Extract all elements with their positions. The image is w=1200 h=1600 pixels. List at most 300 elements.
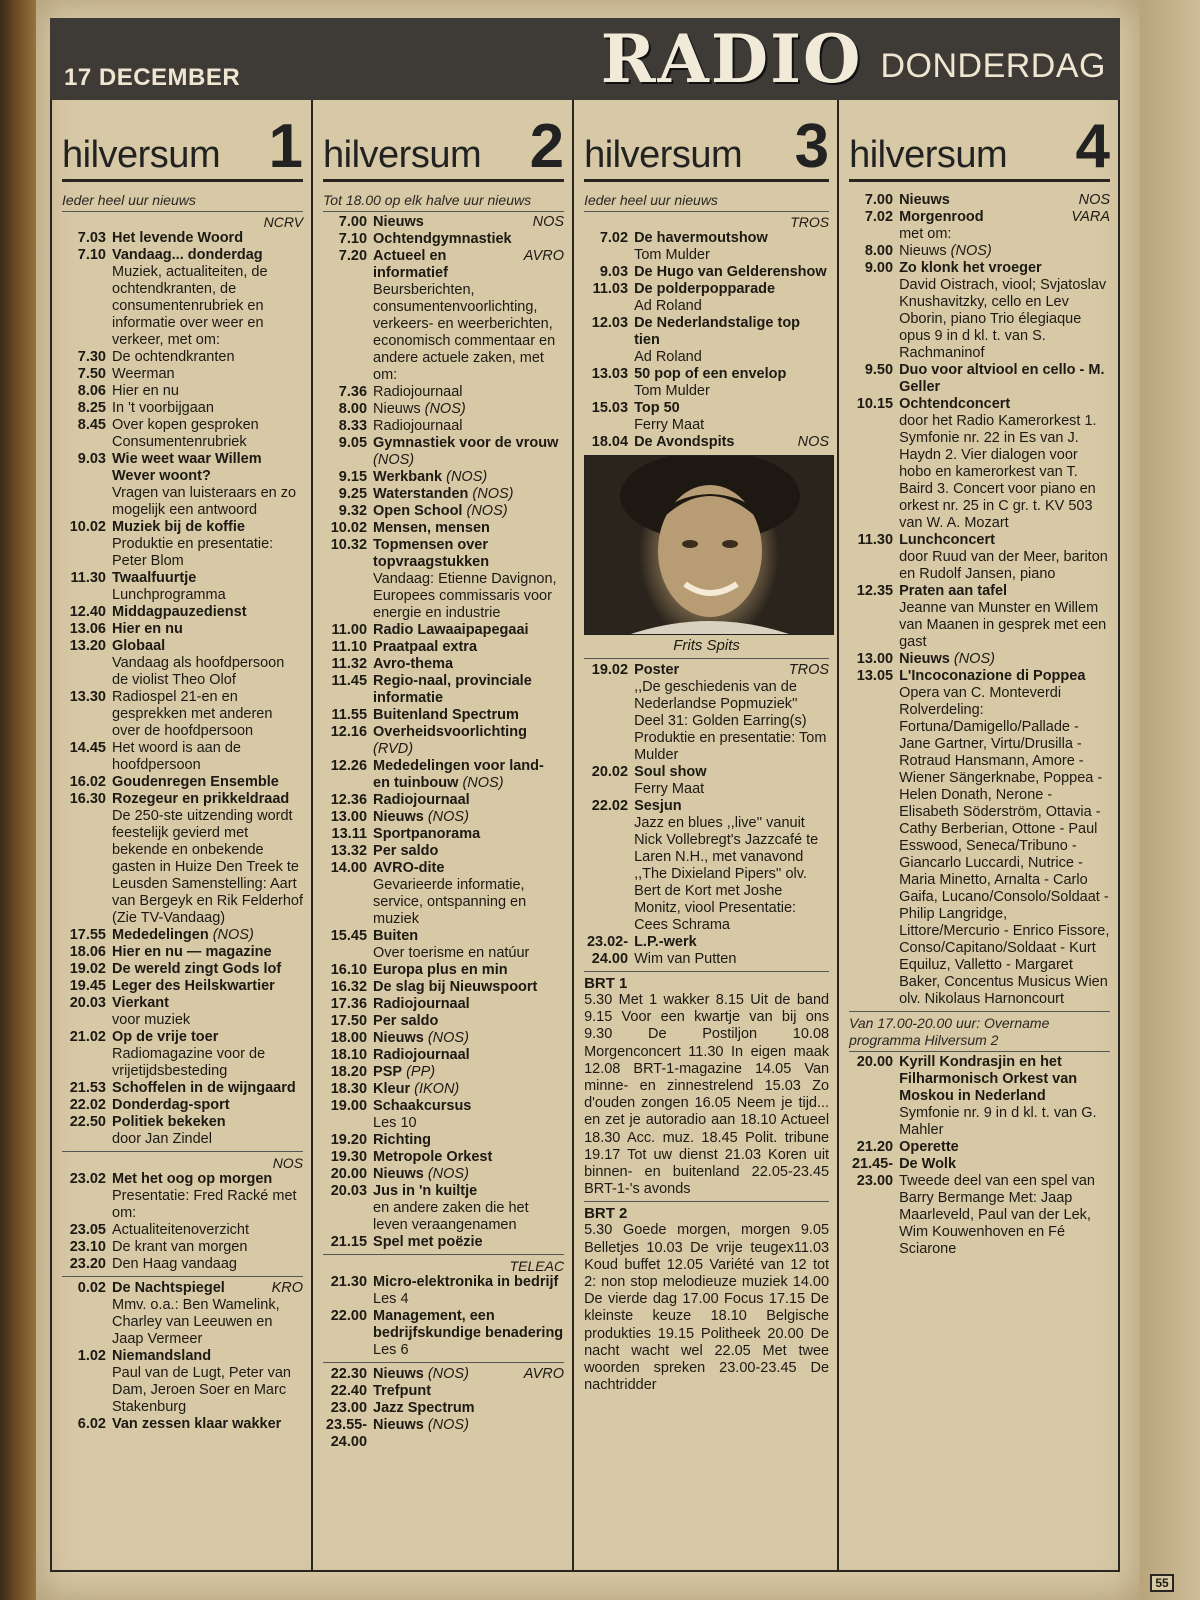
program-time: 7.10	[77, 247, 106, 263]
program-description: Gevarieerde informatie, service, ontspanning en muziek	[373, 877, 527, 927]
program-time: 13.05	[856, 668, 894, 684]
program-title: Globaal	[112, 638, 166, 654]
program-entry	[323, 1166, 564, 1183]
header-day: DONDERDAG	[880, 47, 1106, 85]
program-time: 15.03	[591, 400, 629, 416]
news-note: Tot 18.00 op elk halve uur nieuws	[323, 192, 564, 212]
program-time: 9.32	[338, 503, 368, 519]
program-title: Radiospel 21-en en gesprekken met anderen over de hoofdpersoon	[112, 689, 273, 739]
program-body	[112, 519, 303, 570]
program-body	[112, 383, 303, 400]
program-entry	[323, 1047, 564, 1064]
broadcaster-label: NOS	[797, 434, 830, 450]
program-entry	[849, 1054, 1110, 1139]
program-time: 19.02	[591, 662, 629, 678]
program-body	[373, 418, 564, 435]
program-description: ,,De geschiedenis van de Nederlandse Popmuziek'' Deel 31: Golden Earring(s) Produktie en presentatie: Tom Mulder	[634, 679, 827, 763]
program-description: Les 10	[373, 1115, 417, 1131]
program-time: 11.45	[331, 673, 368, 689]
program-body	[373, 1013, 564, 1030]
program-title: Ochtendgymnastiek	[373, 231, 512, 247]
program-title: Actueel en informatief	[373, 248, 448, 281]
program-time: 17.36	[330, 996, 368, 1012]
program-time: 8.45	[77, 417, 106, 433]
program-body	[899, 1156, 1110, 1258]
program-description: door Jan Zindel	[112, 1131, 212, 1147]
program-entry	[62, 1280, 303, 1348]
program-title: De havermoutshow	[634, 230, 768, 246]
program-title: Per saldo	[373, 1013, 439, 1029]
program-description: Radiomagazine voor de vrijetijdsbesteding	[112, 1046, 266, 1079]
program-title: Management, een bedrijfskundige benadering	[373, 1308, 564, 1341]
program-body	[373, 435, 564, 469]
program-entry	[323, 418, 564, 435]
program-body	[373, 469, 564, 486]
program-description: Paul van de Lugt, Peter van Dam, Jeroen Soer en Marc Stakenburg	[112, 1365, 291, 1415]
program-time: 20.02	[591, 764, 629, 780]
program-entry	[323, 979, 564, 996]
program-entry	[323, 503, 564, 520]
program-description: David Oistrach, viool; Svjatoslav Knushavitzky, cello en Lev Oborin, piano Trio élegiaque opus 9 in d kl. t. van S. Rachmaninof	[899, 277, 1107, 361]
program-time: 13.03	[591, 366, 629, 382]
program-body	[899, 532, 1110, 583]
program-body	[634, 366, 829, 400]
broadcaster-label: NOS	[272, 1155, 304, 1171]
program-title: Hier en nu	[112, 621, 183, 637]
column-hilversum-3	[574, 100, 839, 1570]
program-time: 22.00	[330, 1308, 368, 1324]
program-time: 19.30	[330, 1149, 368, 1165]
program-entry	[323, 486, 564, 503]
program-title: Nieuws	[373, 1166, 424, 1182]
program-title: Kleur	[373, 1081, 411, 1097]
program-description: Beursberichten, consumentenvoorlichting, verkeers- en weerberichten, economisch commentaar en andere actuele zaken, met om:	[373, 282, 556, 383]
program-entry	[849, 1139, 1110, 1156]
program-title: Radiojournaal	[373, 418, 463, 434]
program-entry	[62, 383, 303, 400]
program-time: 14.45	[69, 740, 106, 756]
program-title: In 't voorbijgaan	[112, 400, 214, 416]
program-time: 19.20	[330, 1132, 368, 1148]
program-entry	[62, 604, 303, 621]
program-entry	[62, 366, 303, 383]
program-time: 7.00	[864, 192, 894, 208]
program-body	[112, 1348, 303, 1416]
station-header	[584, 114, 829, 182]
station-number: 3	[794, 112, 830, 181]
program-entry	[62, 1114, 303, 1148]
program-entry	[323, 231, 564, 248]
program-title: Buitenland Spectrum	[373, 707, 519, 723]
program-entry	[584, 264, 829, 281]
program-title: De ochtendkranten	[112, 349, 235, 365]
program-entry	[584, 315, 829, 366]
program-body	[373, 962, 564, 979]
program-body	[112, 774, 303, 791]
program-body	[373, 639, 564, 656]
program-body	[373, 1308, 564, 1359]
program-body	[634, 281, 829, 315]
program-entry	[62, 1097, 303, 1114]
broadcaster-label: VARA	[1071, 209, 1111, 225]
program-entry	[62, 1239, 303, 1256]
program-title: Sportpanorama	[373, 826, 481, 842]
program-entry	[323, 1132, 564, 1149]
program-time: 23.05	[69, 1222, 106, 1238]
divider	[323, 1362, 564, 1363]
program-body	[373, 248, 564, 384]
program-entry	[62, 417, 303, 451]
program-time: 11.30	[70, 570, 106, 586]
broadcaster-tag: (NOS)	[212, 927, 254, 943]
program-title: Muziek bij de koffie	[112, 519, 245, 535]
program-body	[373, 826, 564, 843]
program-time: 23.02	[69, 1171, 106, 1187]
program-time: 16.30	[69, 791, 106, 807]
program-body	[112, 1239, 303, 1256]
program-body	[373, 503, 564, 520]
program-time: 23.10	[69, 1239, 106, 1255]
broadcaster-tag: (PP)	[406, 1064, 436, 1080]
program-body	[634, 934, 829, 968]
program-title: Micro-elektronika in bedrijf	[373, 1274, 559, 1290]
station-name: hilversum	[323, 134, 482, 176]
program-time: 7.10	[338, 231, 368, 247]
program-body	[373, 231, 564, 248]
broadcaster-label: NCRV	[263, 214, 304, 230]
program-entry	[62, 400, 303, 417]
station-header	[62, 114, 303, 182]
program-entry	[62, 349, 303, 366]
program-title: Nieuws	[899, 651, 950, 667]
program-body	[373, 996, 564, 1013]
header-date: 17 DECEMBER	[64, 64, 241, 91]
program-title: Radiojournaal	[373, 384, 463, 400]
program-time: 10.32	[330, 537, 368, 553]
presenter-photo	[584, 455, 834, 635]
program-time: 20.03	[69, 995, 106, 1011]
program-title: Soul show	[634, 764, 707, 780]
program-description: Tweede deel van een spel van Barry Bermange Met: Jaap Maarleveld, Paul van der Lek, Wim Kouwenhoven en Fé Sciarone	[899, 1173, 1095, 1257]
program-entry	[584, 281, 829, 315]
program-body	[373, 520, 564, 537]
program-entry	[323, 792, 564, 809]
program-title: Jazz Spectrum	[373, 1400, 475, 1416]
program-entry	[62, 519, 303, 570]
program-time: 21.45-23.00	[851, 1156, 894, 1189]
program-time: 8.33	[338, 418, 368, 434]
program-time: 9.03	[599, 264, 629, 280]
program-time: 21.20	[856, 1139, 894, 1155]
program-title: Jus in 'n kuiltje	[373, 1183, 478, 1199]
program-body	[373, 622, 564, 639]
program-title: Nieuws	[899, 243, 947, 259]
program-title: Overheidsvoorlichting	[373, 724, 527, 740]
program-title: Top 50	[634, 400, 680, 416]
program-title: Spel met poëzie	[373, 1234, 483, 1250]
program-title: Nieuws	[373, 214, 424, 230]
program-body	[634, 764, 829, 798]
program-time: 9.50	[864, 362, 894, 378]
station-header	[323, 114, 564, 182]
page-number: 55	[1150, 1574, 1174, 1592]
program-title: Praatpaal extra	[373, 639, 478, 655]
program-title: Politiek bekeken	[112, 1114, 226, 1130]
program-title: Mensen, mensen	[373, 520, 490, 536]
program-time: 9.25	[338, 486, 368, 502]
station-name: hilversum	[584, 134, 743, 176]
broadcaster-label: TROS	[788, 662, 830, 678]
program-title: Goudenregen Ensemble	[112, 774, 279, 790]
program-title: Het levende Woord	[112, 230, 244, 246]
program-body	[373, 1234, 564, 1251]
program-body	[373, 1030, 564, 1047]
program-entry	[323, 520, 564, 537]
program-time: 20.00	[330, 1166, 368, 1182]
program-time: 8.25	[77, 400, 106, 416]
program-title: Hier en nu	[112, 383, 179, 399]
program-entry	[323, 1081, 564, 1098]
program-description: Les 6	[373, 1342, 409, 1358]
program-description: De 250-ste uitzending wordt feestelijk gevierd met bekende en onbekende gasten in Huize Den Treek te Leusden Samenstelling: Aart van Bergeyk en Rik Felderhof (Zie TV-Vandaag)	[112, 808, 304, 926]
program-title: Richting	[373, 1132, 432, 1148]
program-title: Twaalfuurtje	[112, 570, 197, 586]
program-entry	[62, 689, 303, 740]
program-body	[112, 1097, 303, 1114]
program-title: De Nederlandstalige top tien	[634, 315, 801, 348]
divider	[62, 1276, 303, 1277]
broadcaster-tag: (NOS)	[472, 486, 514, 502]
broadcaster-label: NOS	[532, 214, 565, 230]
divider	[584, 1201, 829, 1202]
broadcaster-tag: (NOS)	[373, 452, 415, 468]
program-entry	[323, 1234, 564, 1251]
program-entry	[323, 384, 564, 401]
program-title: Radiojournaal	[373, 996, 470, 1012]
brt1-heading: BRT 1	[584, 975, 628, 992]
program-time: 9.05	[338, 435, 368, 451]
column-hilversum-1	[52, 100, 313, 1570]
program-time: 20.03	[330, 1183, 368, 1199]
program-title: De krant van morgen	[112, 1239, 248, 1255]
program-time: 12.03	[591, 315, 629, 331]
program-time: 7.02	[864, 209, 894, 225]
program-entry	[849, 532, 1110, 583]
broadcaster-tag: (NOS)	[462, 775, 504, 791]
program-description: Opera van C. Monteverdi Rolverdeling: Fortuna/Damigello/Pallade - Jane Gartner, Virtu/Drusilla - Rotraud Hansmann, Amore - Wiener Sängerknabe, Poppea - Helen Donath, Nerone - Elisabeth Söderström, Ottavia - Cathy Berberian, Ottone - Paul Esswood, Seneca/Tribuno - Giancarlo Luccardi, Nutrice - Maria Minetto, Arnalta - Carlo Gaifa, Lucano/Consolo/Soldaat - Philip Langridge, Littore/Mercurio - Enrico Fissore, Conso/Capitano/Soldaat - Kurt Equiluz, Valletto - Margaret Baker, Concentus Musicus Wien olv. Nikolaus Harnoncourt	[899, 685, 1110, 1007]
broadcaster-label: TELEAC	[509, 1258, 565, 1274]
program-body	[112, 400, 303, 417]
program-title: Trefpunt	[373, 1383, 432, 1399]
program-title: PSP	[373, 1064, 403, 1080]
program-title: De slag bij Nieuwspoort	[373, 979, 538, 995]
program-title: Nieuws	[373, 809, 424, 825]
program-body	[899, 209, 1110, 243]
program-entry	[323, 707, 564, 724]
program-title: De Nachtspiegel	[112, 1280, 225, 1296]
program-description: Presentatie: Fred Racké met om:	[112, 1188, 297, 1221]
broadcaster-tag: (NOS)	[953, 651, 995, 667]
program-title: Kyrill Kondrasjin en het Filharmonisch Orkest van Moskou in Nederland	[899, 1054, 1078, 1104]
broadcaster-tag: (NOS)	[950, 243, 992, 259]
program-body	[373, 1081, 564, 1098]
program-time: 20.00	[856, 1054, 894, 1070]
program-time: 7.50	[77, 366, 106, 382]
program-title: Ochtendconcert	[899, 396, 1011, 412]
broadcaster-label: AVRO	[523, 1366, 565, 1382]
program-time: 11.00	[331, 622, 368, 638]
program-body	[373, 1417, 564, 1451]
program-title: Mededelingen voor land- en tuinbouw	[373, 758, 544, 791]
program-title: Werkbank	[373, 469, 443, 485]
brt1-schedule: 5.30 Met 1 wakker 8.15 Uit de band 9.15 Voor een kwartje van bij ons 9.30 De Postiljon 10.08 Morgenconcert 11.30 In eigen maak 12.08 BRT-1-magazine 14.05 Van minne- en zinnestrelend 15.03 Zo d'ouden zongen 16.05 Neem je tijd... en zet je autoradio aan 18.10 Actueel 18.30 Acc. muz. 18.45 Polit. tribune 19.17 Tot uw dienst 21.03 Koren uit binnen- en buitenland 22.05-23.45 BRT-1-'s avonds	[584, 992, 830, 1198]
program-time: 22.40	[330, 1383, 368, 1399]
program-time: 11.30	[857, 532, 894, 548]
program-entry	[849, 192, 1110, 209]
program-entry	[62, 740, 303, 774]
program-title: Het woord is aan de hoofdpersoon	[112, 740, 241, 773]
program-body	[373, 1149, 564, 1166]
program-entry	[584, 366, 829, 400]
program-description: met om:	[899, 226, 952, 242]
program-entry	[323, 1064, 564, 1081]
program-body	[373, 1383, 564, 1400]
program-time: 22.50	[69, 1114, 106, 1130]
program-title: Hier en nu — magazine	[112, 944, 272, 960]
program-body	[112, 1114, 303, 1148]
program-body	[373, 673, 564, 707]
program-title: Met het oog op morgen	[112, 1171, 273, 1187]
program-body	[112, 366, 303, 383]
program-description: Jeanne van Munster en Willem van Maanen in gesprek met een gast	[899, 600, 1107, 650]
schedule-columns	[50, 100, 1120, 1572]
program-entry	[323, 537, 564, 622]
station-number: 4	[1075, 112, 1111, 181]
program-description: en andere zaken die het leven veraangenamen	[373, 1200, 529, 1233]
program-description: Ad Roland	[634, 298, 702, 314]
program-body	[112, 1080, 303, 1097]
program-body	[112, 995, 303, 1029]
program-title: Den Haag vandaag	[112, 1256, 237, 1272]
station-header	[849, 114, 1110, 182]
program-title: Nieuws	[373, 1030, 424, 1046]
program-entry	[584, 798, 829, 934]
program-description: Ferry Maat	[634, 417, 705, 433]
program-body	[112, 638, 303, 689]
program-body	[112, 1222, 303, 1239]
program-entry	[849, 583, 1110, 651]
program-time: 12.35	[856, 583, 894, 599]
program-entry	[584, 434, 829, 451]
program-title: Actualiteitenoverzicht	[112, 1222, 250, 1238]
program-time: 12.40	[69, 604, 106, 620]
program-description: Ferry Maat	[634, 781, 705, 797]
broadcaster-label: KRO	[271, 1280, 304, 1296]
program-body	[373, 1274, 564, 1308]
program-time: 17.55	[69, 927, 106, 943]
program-entry	[323, 1308, 564, 1359]
program-entry	[62, 961, 303, 978]
program-entry	[62, 247, 303, 349]
program-entry	[62, 1029, 303, 1080]
broadcaster-label: NOS	[1078, 192, 1111, 208]
program-entry	[323, 656, 564, 673]
program-title: De wereld zingt Gods lof	[112, 961, 282, 977]
broadcaster-tag: (NOS)	[427, 809, 469, 825]
program-body	[112, 247, 303, 349]
program-entry	[323, 1013, 564, 1030]
divider	[323, 1254, 564, 1255]
program-entry	[323, 724, 564, 758]
program-time: 18.30	[330, 1081, 368, 1097]
magazine-page	[36, 0, 1169, 1600]
program-body	[373, 214, 564, 231]
program-title: Morgenrood	[899, 209, 984, 225]
program-title: Middagpauzedienst	[112, 604, 247, 620]
program-time: 21.02	[69, 1029, 106, 1045]
program-description: Tom Mulder	[634, 383, 710, 399]
program-description: Symfonie nr. 9 in d kl. t. van G. Mahler	[899, 1105, 1097, 1138]
program-description: Muziek, actualiteiten, de ochtendkranten, de consumentenrubriek en informatie over weer en verkeer, met om:	[112, 264, 268, 348]
program-entry	[849, 260, 1110, 362]
program-time: 23.02-24.00	[586, 934, 629, 967]
program-body	[112, 927, 303, 944]
program-title: Nieuws	[373, 401, 421, 417]
program-description: Ad Roland	[634, 349, 702, 365]
program-time: 6.02	[77, 1416, 106, 1432]
program-body	[634, 434, 829, 451]
program-body	[899, 583, 1110, 651]
program-time: 17.50	[330, 1013, 368, 1029]
program-body	[373, 1132, 564, 1149]
broadcaster-label: AVRO	[523, 248, 565, 264]
program-title: Radio Lawaaipapegaai	[373, 622, 529, 638]
program-entry	[849, 243, 1110, 260]
program-title: Metropole Orkest	[373, 1149, 493, 1165]
program-body	[112, 604, 303, 621]
program-time: 16.32	[330, 979, 368, 995]
program-body	[373, 384, 564, 401]
program-title: Lunchconcert	[899, 532, 995, 548]
program-time: 15.45	[330, 928, 368, 944]
program-entry	[323, 1417, 564, 1451]
brt2-heading: BRT 2	[584, 1205, 628, 1223]
program-time: 23.55-24.00	[325, 1417, 368, 1450]
program-title: Over kopen gesproken Consumentenrubriek	[112, 417, 259, 450]
program-entry	[323, 996, 564, 1013]
program-entry	[323, 843, 564, 860]
program-title: Leger des Heilskwartier	[112, 978, 275, 994]
program-body	[373, 656, 564, 673]
broadcaster-tag: (RVD)	[373, 741, 414, 757]
program-time: 12.26	[330, 758, 368, 774]
program-entry	[62, 944, 303, 961]
program-entry	[584, 400, 829, 434]
program-body	[373, 1098, 564, 1132]
program-time: 22.02	[69, 1097, 106, 1113]
program-body	[112, 417, 303, 451]
program-body	[634, 264, 829, 281]
program-body	[899, 192, 1110, 209]
program-title: Schoffelen in de wijngaard	[112, 1080, 296, 1096]
page-edge	[1140, 0, 1200, 1600]
program-time: 16.02	[69, 774, 106, 790]
program-entry	[323, 639, 564, 656]
program-body	[112, 621, 303, 638]
program-time: 7.20	[338, 248, 368, 264]
program-entry	[323, 248, 564, 384]
program-entry	[323, 1274, 564, 1308]
